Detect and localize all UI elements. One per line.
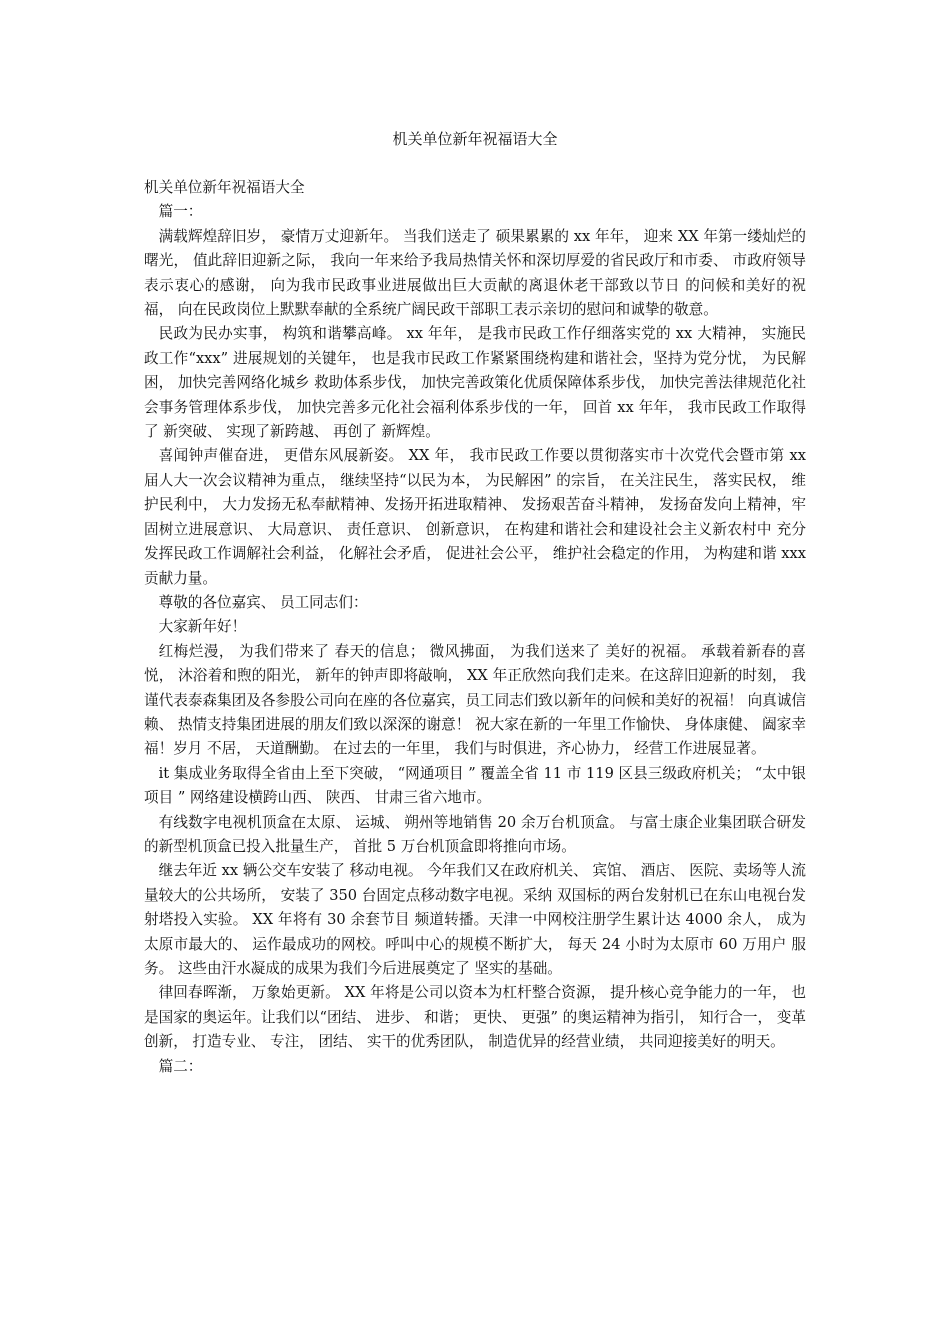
document-heading: 机关单位新年祝福语大全	[144, 179, 305, 196]
paragraph: 有线数字电视机顶盒在太原、 运城、 朔州等地销售 20 余万台机顶盒。 与富士康企业集团联合研发的新型机顶盒已投入批量生产， 首批 5 万台机顶盒即将推向市场。	[144, 813, 806, 855]
paragraph: 继去年近 xx 辆公交车安装了 移动电视。 今年我们又在政府机关、 宾馆、 酒店、 医院、卖场等人流量较大的公共场所， 安装了 350 台固定点移动数字电视。采纳 双国标的两台发射机已在东山电视台发射塔投入实验。 XX 年将有 30 余套节目 频道转播。天津一中网校注册学生累计达 4000 余人， 成为太原市最大的、 运作最成功的网校。呼叫中心的规模不断扩大， 每天 24 小时为太原市 60 万用户 服务。 这些由汗水凝成的成果为我们今后进展奠定了 坚实的基础。	[144, 862, 806, 977]
document-title: 机关单位新年祝福语大全	[392, 130, 558, 148]
paragraph: it 集成业务取得全省由上至下突破， “网通项目 ” 覆盖全省 11 市 119 区县三级政府机关； “太中银项目 ” 网络建设横跨山西、 陕西、 甘肃三省六地市。	[144, 764, 806, 807]
paragraph: 红梅烂漫， 为我们带来了 春天的信息； 微风拂面， 为我们送来了 美好的祝福。 承载着新春的喜悦， 沐浴着和煦的阳光， 新年的钟声即将敲响， XX 年正欣然向我们走来。在这辞旧迎新的时刻， 我谨代表泰森集团及各参股公司向在座的各位嘉宾，员工同志们致以新年的问候和美好的祝福！ 向真诚信赖、 热情支持集团进展的朋友们致以深深的谢意！ 祝大家在新的一年里工作愉快、 身体康健、 阖家幸福！岁月 不居， 天道酬勤。 在过去的一年里， 我们与时俱进，齐心协力， 经营工作进展显著。	[144, 642, 806, 758]
document-body	[144, 176, 806, 1079]
greeting: 大家新年好！	[158, 618, 247, 636]
salutation: 尊敬的各位嘉宾、 员工同志们：	[158, 593, 368, 611]
paragraph: 律回春晖渐， 万象始更新。 XX 年将是公司以资本为杠杆整合资源， 提升核心竞争能力的一年， 也是国家的奥运年。让我们以“团结、 进步、 和谐； 更快、 更强” 的奥运精神为指引， 知行合一， 变革创新， 打造专业、 专注， 团结、 实干的优秀团队， 制造优异的经营业绩， 共同迎接美好的明天。	[144, 984, 806, 1051]
section-label-1: 篇一：	[158, 203, 203, 221]
paragraph: 民政为民办实事， 构筑和谐攀高峰。 xx 年年， 是我市民政工作仔细落实党的 xx 大精神， 实施民政工作“xxx” 进展规划的关键年， 也是我市民政工作紧紧围绕构建和谐社会，坚持为党分忧， 为民解困， 加快完善网络化城乡 救助体系步伐， 加快完善政策化优质保障体系步伐， 加快完善法律规范化社会事务管理体系步伐， 加快完善多元化社会福利体系步伐的一年， 回首 xx 年年， 我市民政工作取得了 新突破、 实现了新跨越、 再创了 新辉煌。	[144, 325, 806, 441]
paragraph: 喜闻钟声催奋进， 更借东风展新姿。 XX 年， 我市民政工作要以贯彻落实市十次党代会暨市第 xx 届人大一次会议精神为重点， 继续坚持“以民为本， 为民解困” 的宗旨， 在关注民生， 落实民权， 维护民利中， 大力发扬无私奉献精神、发扬开拓进取精神、 发扬艰苦奋斗精神， 发扬奋发向上精神，牢固树立进展意识、 大局意识、 责任意识、 创新意识， 在构建和谐社会和建设社会主义新农村中 充分发挥民政工作调解社会利益， 化解社会矛盾， 促进社会公平， 维护社会稳定的作用， 为构建和谐 xxx 贡献力量。	[144, 447, 806, 587]
paragraph: 满载辉煌辞旧岁， 豪情万丈迎新年。 当我们送走了 硕果累累的 xx 年年， 迎来 XX 年第一缕灿烂的曙光， 值此辞旧迎新之际， 我向一年来给予我局热情关怀和深切厚爱的省民政厅和市委、 市政府领导表示衷心的感谢， 向为我市民政事业进展做出巨大贡献的离退休老干部致以节日 的问候和美好的祝福， 向在民政岗位上默默奉献的全系统广阔民政干部职工表示亲切的慰问和诚挚的敬意。	[144, 227, 806, 319]
section-label-2: 篇二：	[158, 1057, 203, 1075]
